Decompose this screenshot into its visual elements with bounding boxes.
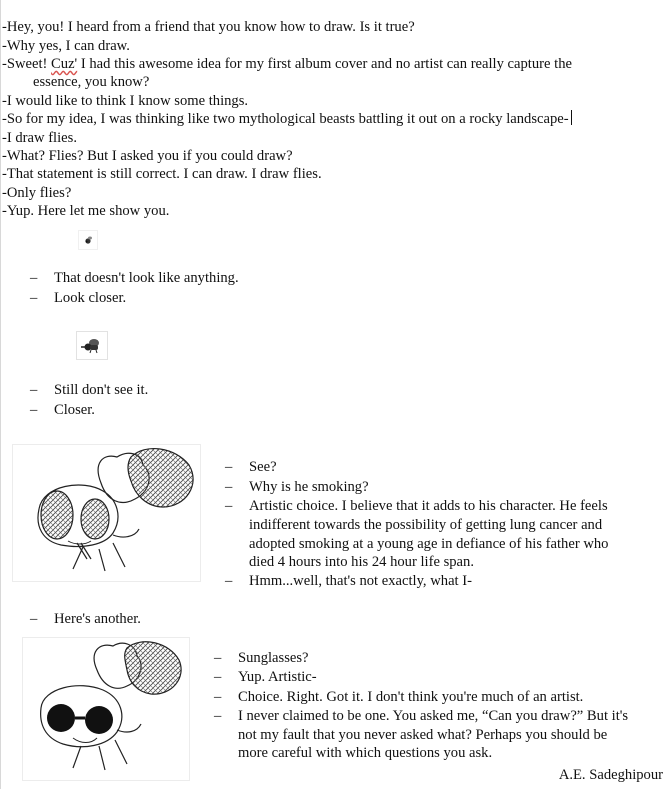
dialogue-line: -I would like to think I know some things. xyxy=(2,93,249,109)
list-item: – Still don't see it. xyxy=(30,382,149,398)
list-item: – Why is he smoking? xyxy=(225,479,369,495)
fly-smoking-icon xyxy=(13,445,200,581)
list-item: – I never claimed to be one. You asked me, “Can you draw?” But it's xyxy=(214,708,629,724)
sunglasses-fly-drawing xyxy=(22,637,190,781)
small-fly-image xyxy=(76,331,108,360)
list-item: – See? xyxy=(225,459,277,475)
smoking-fly-drawing xyxy=(12,444,201,582)
list-item-continued: indifferent towards the possibility of getting lung cancer and xyxy=(249,517,603,533)
dialogue-line xyxy=(2,55,572,73)
dialogue-rest: I had this awesome idea for my first album cover and no artist can really capture the xyxy=(77,56,572,72)
dialogue-text: -So for my idea, I was thinking like two mythological beasts battling it out on a rocky landscape- xyxy=(2,111,569,127)
list-item-continued: died 4 hours into his 24 hour life span. xyxy=(249,554,474,570)
author-signature: A.E. Sadeghipour xyxy=(558,767,663,783)
fly-icon xyxy=(79,231,97,249)
list-item: – Here's another. xyxy=(30,611,141,627)
dialogue-line: -I draw flies. xyxy=(2,130,77,146)
fly-sunglasses-icon xyxy=(23,638,189,780)
tiny-fly-image xyxy=(78,230,98,250)
list-item: – Choice. Right. Got it. I don't think you're much of an artist. xyxy=(214,689,584,705)
fly-icon xyxy=(77,332,107,359)
list-item-continued: more careful with which questions you ask. xyxy=(238,745,493,761)
text-cursor xyxy=(571,110,572,125)
dialogue-line xyxy=(2,110,572,128)
dialogue-line-continued: essence, you know? xyxy=(33,74,150,90)
list-item-continued: adopted smoking at a young age in defiance of his father who xyxy=(249,536,609,552)
dialogue-line: -That statement is still correct. I can draw. I draw flies. xyxy=(2,166,322,182)
dialogue-prefix: -Sweet! xyxy=(2,56,52,72)
list-item-continued: not my fault that you never asked what? Perhaps you should be xyxy=(238,727,608,743)
dialogue-line: -What? Flies? But I asked you if you could draw? xyxy=(2,148,293,164)
list-item: – Hmm...well, that's not exactly, what I- xyxy=(225,573,472,589)
dialogue-line: -Why yes, I can draw. xyxy=(2,38,130,54)
spellcheck-word: Cuz' xyxy=(51,56,78,72)
dialogue-line: -Only flies? xyxy=(2,185,72,201)
list-item: – Closer. xyxy=(30,402,95,418)
list-item: – Look closer. xyxy=(30,290,127,306)
list-item: – That doesn't look like anything. xyxy=(30,270,239,286)
list-item: – Yup. Artistic- xyxy=(214,669,317,685)
left-margin-line xyxy=(0,0,1,789)
dialogue-line: -Yup. Here let me show you. xyxy=(2,203,170,219)
dialogue-line: -Hey, you! I heard from a friend that you know how to draw. Is it true? xyxy=(2,19,415,35)
list-item: – Artistic choice. I believe that it adds to his character. He feels xyxy=(225,498,608,514)
list-item: – Sunglasses? xyxy=(214,650,309,666)
